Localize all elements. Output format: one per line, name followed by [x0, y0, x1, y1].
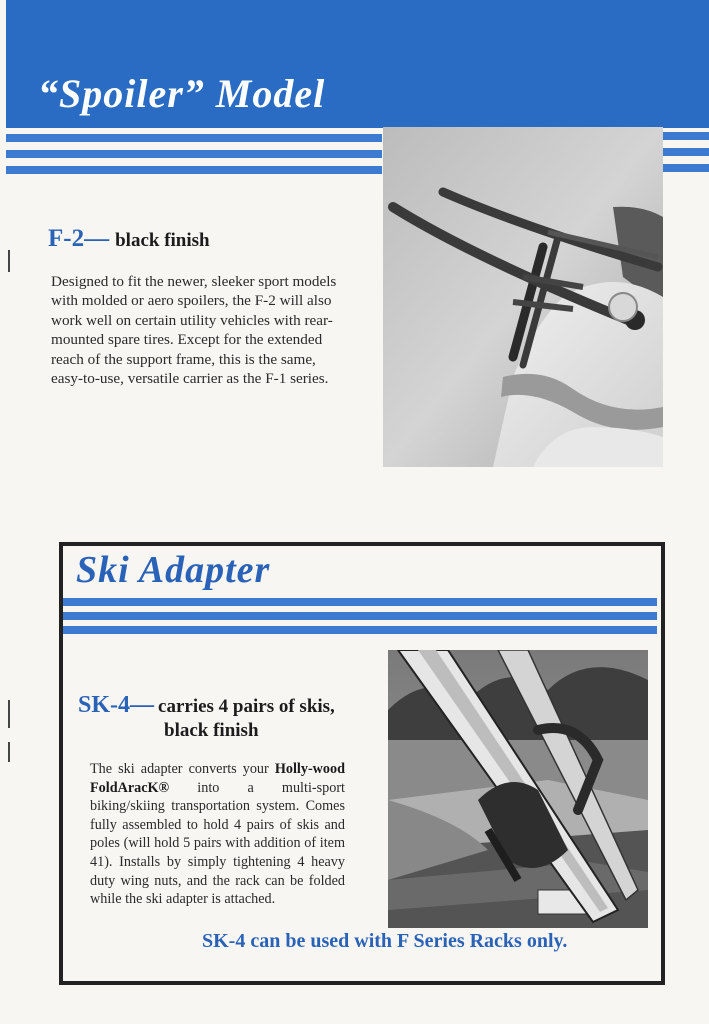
page-title: “Spoiler” Model [38, 71, 326, 116]
ski-adapter-title: Ski Adapter [76, 549, 271, 591]
f2-rack-photo [383, 127, 663, 467]
sk4-body-text [90, 760, 345, 909]
f2-finish: black finish [115, 230, 210, 251]
binding-mark [8, 700, 10, 728]
f2-model-code: F-2 [48, 225, 85, 252]
sk4-description-line2: black finish [164, 720, 259, 741]
sk4-model-code: SK-4 [78, 692, 131, 718]
f2-description: Designed to fit the newer, sleeker sport models with molded or aero spoilers, the F-2 will also work well on certain utility vehicles with rear-mounted spare tires. Except for the extended reach of the support frame, this is the same, easy-to-use, versatile carrier as the F-1 series. [51, 273, 337, 388]
sk4-dash: — [130, 692, 155, 718]
ski-rack-photo [388, 650, 648, 928]
sk4-body-brand: Holly-wood FoldAracK® [90, 761, 345, 796]
sk4-description-line1: carries 4 pairs of skis, [158, 696, 335, 717]
sk4-body-intro: The ski adapter converts your [90, 761, 275, 777]
sk4-body-rest: into a multi-sport biking/skiing transportation system. Comes fully assembled to hold 4 pairs of skis and poles (will hold 5 pairs with addition of item 41). Installs by simply tightening 4 heavy duty wing nuts, and the rack can be folded while the ski adapter is attached. [90, 779, 345, 908]
binding-mark [8, 250, 10, 272]
f2-heading [48, 225, 210, 253]
sk4-compatibility-note: SK-4 can be used with F Series Racks only. [202, 930, 568, 952]
sk4-heading [78, 692, 335, 719]
binding-mark [8, 742, 10, 762]
f2-dash: — [84, 225, 110, 252]
